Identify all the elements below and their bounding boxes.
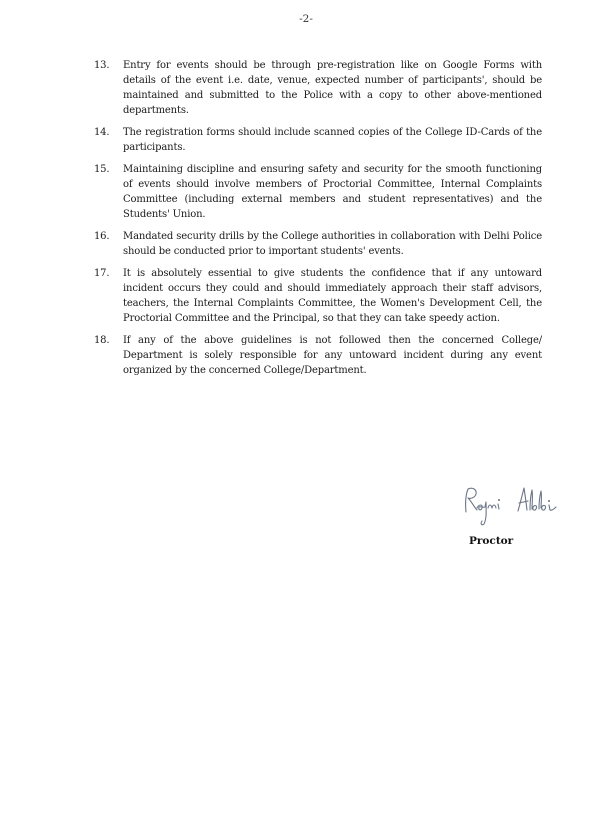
item-number: 13.: [94, 60, 110, 71]
item-number: 16.: [94, 231, 110, 242]
list-item: [94, 58, 542, 118]
list-item: [94, 162, 542, 222]
item-text: It is absolutely essential to give students the confidence that if any untoward incident occurs they could and should immediately approach their staff advisors, teachers, the Internal Complaints Committee, the Women's Development Cell, the Proctorial Committee and the Principal, so that they can take speedy action.: [123, 268, 542, 324]
item-text: Maintaining discipline and ensuring safety and security for the smooth functioning of events should involve members of Proctorial Committee, Internal Complaints Committee (including external members and student representatives) and the Students' Union.: [123, 164, 542, 220]
item-text: Entry for events should be through pre-registration like on Google Forms with details of the event i.e. date, venue, expected number of participants', should be maintained and submitted to the Police with a copy to other above-mentioned departments.: [123, 60, 542, 116]
item-number: 18.: [94, 335, 110, 346]
item-number: 14.: [94, 127, 110, 138]
item-number: 17.: [94, 268, 110, 279]
guidelines-list: [94, 58, 542, 385]
page-number: -2-: [299, 13, 313, 25]
list-item: [94, 229, 542, 259]
item-text: The registration forms should include scanned copies of the College ID-Cards of the participants.: [123, 127, 542, 153]
item-number: 15.: [94, 164, 110, 175]
item-text: If any of the above guidelines is not followed then the concerned College/ Department is solely responsible for any untoward incident during any event organized by the concerned College/Department.: [123, 335, 542, 376]
list-item: [94, 333, 542, 378]
handwritten-signature: [460, 480, 570, 530]
designation: Proctor: [469, 535, 514, 547]
list-item: [94, 266, 542, 326]
item-text: Mandated security drills by the College authorities in collaboration with Delhi Police should be conducted prior to important students' events.: [123, 231, 542, 257]
list-item: [94, 125, 542, 155]
